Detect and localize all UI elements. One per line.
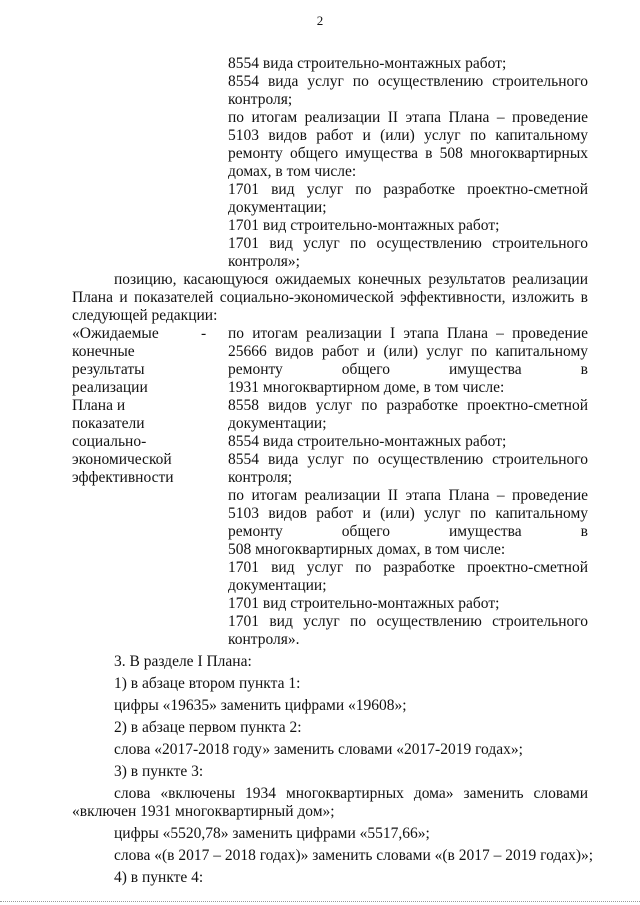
amendment-line: цифры «19635» заменить цифрами «19608»;	[114, 697, 407, 714]
amendment-line: «включен 1931 многоквартирный дом»;	[72, 803, 335, 820]
amendment-line: 4) в пункте 4:	[114, 869, 204, 886]
amendment-line: 2) в абзаце первом пункта 2:	[114, 719, 302, 736]
left-column-line: эффективности	[72, 469, 174, 486]
text-line: 1701 вид строительно-монтажных работ;	[228, 217, 500, 234]
text-line: документации;	[228, 577, 327, 594]
text-line: 1701 вид услуг по осуществлению строительного	[228, 613, 588, 630]
text-line: 8554 вида услуг по осуществлению строительного	[228, 73, 588, 90]
text-line: ремонту общего имущества в 508 многоквартирных	[228, 145, 588, 162]
text-line: документации;	[228, 199, 327, 216]
amendment-line: цифры «5520,78» заменить цифрами «5517,66»;	[114, 825, 430, 842]
text-line: контроля».	[228, 631, 300, 648]
text-line: 1701 вид услуг по разработке проектно-сметной	[228, 181, 588, 198]
text-line: контроля;	[228, 91, 293, 108]
text-line: ремонту общего имущества в	[228, 361, 588, 378]
text-line: по итогам реализации I этапа Плана – проведение	[228, 325, 588, 342]
amendment-line: слова «(в 2017 – 2018 годах)» заменить словами «(в 2017 – 2019 годах)»;	[114, 847, 594, 864]
amendment-line: 1) в абзаце втором пункта 1:	[114, 675, 301, 692]
bottom-edge-rule	[0, 901, 640, 902]
amendment-line: 3. В разделе I Плана:	[114, 653, 252, 670]
text-line: Плана и показателей социально-экономической эффективности, изложить в	[72, 289, 588, 306]
text-line: 1701 вид услуг по разработке проектно-сметной	[228, 559, 588, 576]
left-column-line: результаты	[72, 361, 145, 378]
text-line: 5103 видов работ и (или) услуг по капитальному	[228, 127, 588, 144]
text-line: домах, в том числе:	[228, 163, 357, 180]
left-column-line: социально-	[72, 433, 147, 450]
text-line: по итогам реализации II этапа Плана – проведение	[228, 487, 588, 504]
text-line: контроля»;	[228, 253, 300, 270]
text-line: 8558 видов услуг по разработке проектно-сметной	[228, 397, 588, 414]
text-line: 8554 вида строительно-монтажных работ;	[228, 55, 507, 72]
left-column-line: Плана и	[72, 397, 126, 414]
left-column-title: «Ожидаемые	[72, 325, 159, 342]
text-line: 8554 вида услуг по осуществлению строительного	[228, 451, 588, 468]
left-column-line: конечные	[72, 343, 135, 360]
amendment-line: слова «включены 1934 многоквартирных дома» заменить словами	[114, 785, 588, 802]
text-line: позицию, касающуюся ожидаемых конечных результатов реализации	[114, 271, 588, 288]
text-line: 25666 видов работ и (или) услуг по капитальному	[228, 343, 588, 360]
text-line: 1701 вид строительно-монтажных работ;	[228, 595, 500, 612]
page-number: 2	[316, 13, 324, 28]
amendment-line: слова «2017-2018 году» заменить словами «2017-2019 годах»;	[114, 741, 523, 758]
text-line: контроля;	[228, 469, 293, 486]
text-line: 1931 многоквартирном доме, в том числе:	[228, 379, 505, 396]
left-column-dash: -	[201, 325, 207, 342]
amendment-line: 3) в пункте 3:	[114, 763, 204, 780]
left-column-line: показатели	[72, 415, 145, 432]
text-line: 1701 вид услуг по осуществлению строительного	[228, 235, 588, 252]
text-line: ремонту общего имущества в	[228, 523, 588, 540]
text-line: документации;	[228, 415, 327, 432]
left-column-line: реализации	[72, 379, 148, 396]
text-line: 508 многоквартирных домах, в том числе:	[228, 541, 506, 558]
text-line: следующей редакции:	[72, 307, 218, 324]
text-line: 8554 вида строительно-монтажных работ;	[228, 433, 507, 450]
text-line: 5103 видов работ и (или) услуг по капитальному	[228, 505, 588, 522]
text-line: по итогам реализации II этапа Плана – проведение	[228, 109, 588, 126]
left-column-line: экономической	[72, 451, 172, 468]
